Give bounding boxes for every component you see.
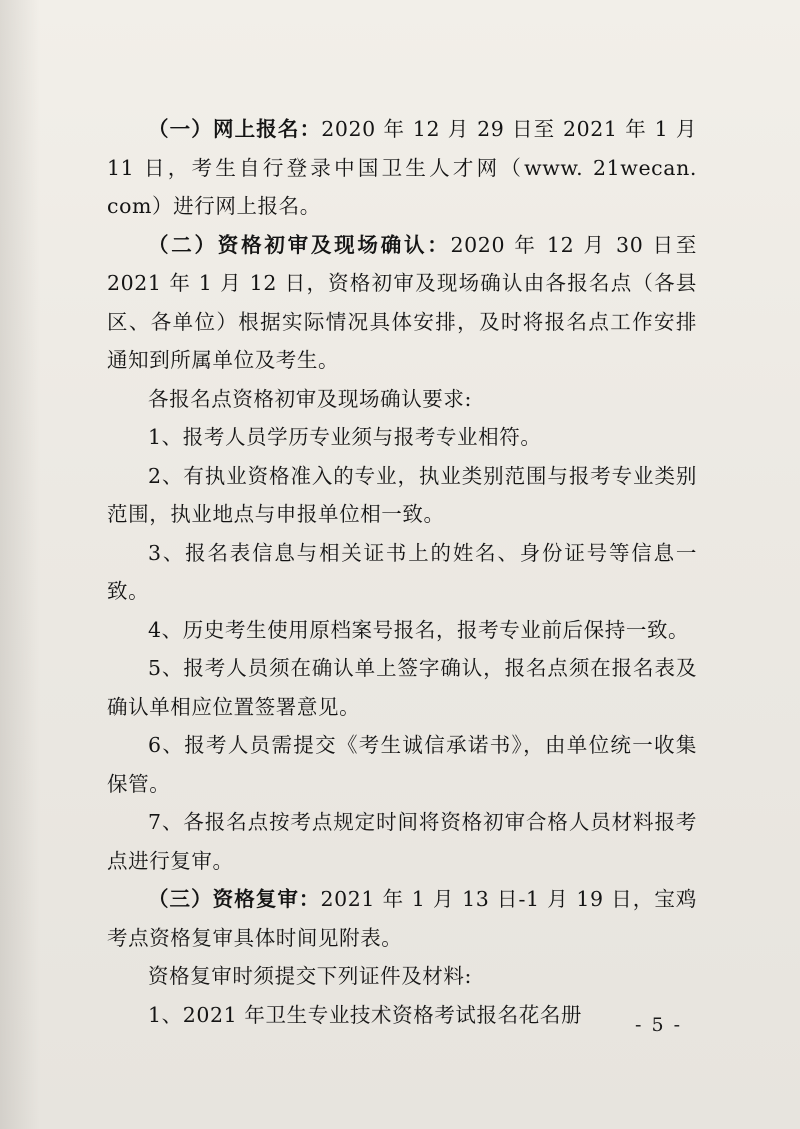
list-item-material-1	[107, 996, 697, 1035]
paragraph-requirements-intro	[107, 380, 697, 419]
paragraph-online-registration	[107, 110, 697, 226]
list-item-requirement-3	[107, 534, 697, 611]
list-item-requirement-6	[107, 726, 697, 803]
paragraph-materials-intro	[107, 957, 697, 996]
scan-shadow	[0, 0, 40, 1129]
paragraph-text: 1、报考人员学历专业须与报考专业相符。	[148, 425, 542, 449]
section-heading-online-registration: （一）网上报名：	[148, 117, 322, 141]
section-heading-preliminary-review: （二）资格初审及现场确认：	[148, 232, 451, 257]
paragraph-text: 7、各报名点按考点规定时间将资格初审合格人员材料报考点进行复审。	[107, 810, 697, 873]
paragraph-preliminary-review	[107, 226, 697, 380]
paragraph-text: 4、历史考生使用原档案号报名，报考专业前后保持一致。	[148, 617, 690, 642]
list-item-requirement-7	[107, 803, 697, 880]
list-item-requirement-2	[107, 457, 697, 534]
document-body	[107, 110, 697, 1034]
paragraph-text: 资格复审时须提交下列证件及材料:	[148, 964, 473, 988]
list-item-requirement-1	[107, 418, 697, 457]
paragraph-text: 5、报考人员须在确认单上签字确认，报名点须在报名表及确认单相应位置签署意见。	[107, 656, 697, 719]
paragraph-text: 2020 年 12 月 30 日至 2021 年 1 月 12 日，资格初审及现场确认由各报名点（各县区、各单位）根据实际情况具体安排，及时将报名点工作安排通知到所属单位及考生。	[107, 232, 697, 372]
paragraph-text: 1、2021 年卫生专业技术资格考试报名花名册	[148, 1002, 583, 1027]
paragraph-text: 2、有执业资格准入的专业，执业类别范围与报考专业类别范围，执业地点与申报单位相一致。	[107, 463, 697, 526]
paragraph-qualification-review	[107, 880, 697, 957]
page-number: - 5 -	[634, 1014, 682, 1036]
paragraph-text: 6、报考人员需提交《考生诚信承诺书》，由单位统一收集保管。	[107, 733, 697, 796]
section-heading-qualification-review: （三）资格复审：	[148, 887, 321, 911]
paragraph-text: 各报名点资格初审及现场确认要求:	[148, 386, 473, 411]
paragraph-text: 2020 年 12 月 29 日至 2021 年 1 月 11 日，考生自行登录中国卫生人才网（www. 21wecan. com）进行网上报名。	[107, 117, 697, 218]
list-item-requirement-4	[107, 611, 697, 650]
paragraph-text: 3、报名表信息与相关证书上的姓名、身份证号等信息一致。	[107, 540, 697, 603]
list-item-requirement-5	[107, 649, 697, 726]
paragraph-text: 2021 年 1 月 13 日-1 月 19 日，宝鸡考点资格复审具体时间见附表。	[107, 887, 697, 950]
